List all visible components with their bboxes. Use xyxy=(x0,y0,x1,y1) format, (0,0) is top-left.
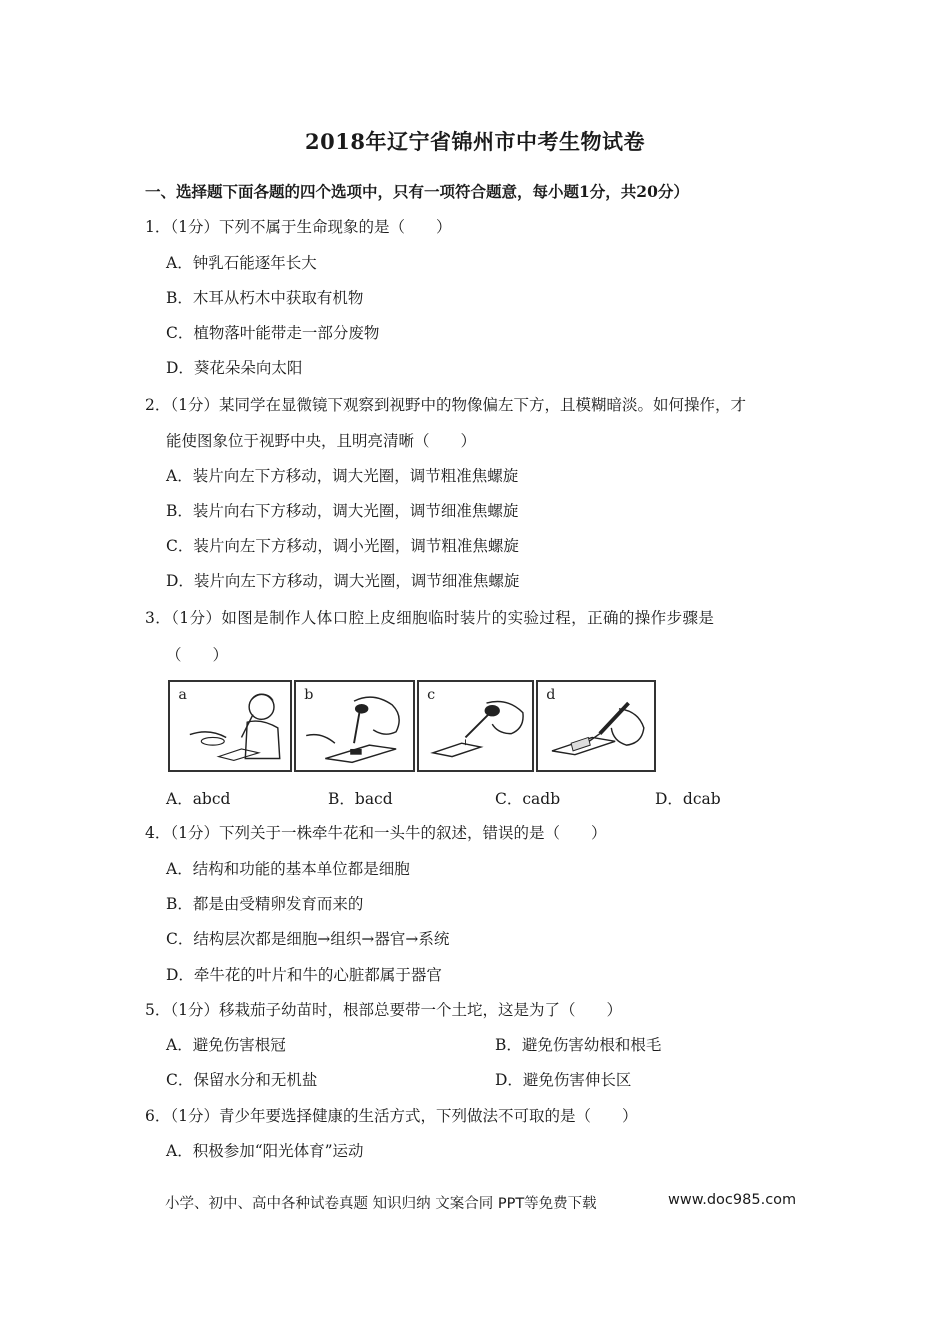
question-2-stem-line2: 能使图象位于视野中央，且明亮清晰（ ） xyxy=(166,432,477,450)
question-2-option-a: A．装片向左下方移动，调大光圈，调节粗准焦螺旋 xyxy=(166,467,519,485)
figure-d-label: d xyxy=(546,687,556,704)
question-5-stem: 5．（1分）移栽茄子幼苗时，根部总要带一个土坨，这是为了（ ） xyxy=(145,1001,622,1019)
figure-b-drawing xyxy=(296,682,413,770)
question-5-option-d: D．避免伤害伸长区 xyxy=(495,1071,632,1089)
section-heading: 一、选择题下面各题的四个选项中，只有一项符合题意，每小题1分，共20分） xyxy=(145,182,689,201)
question-2-option-d: D．装片向左下方移动，调大光圈，调节细准焦螺旋 xyxy=(166,572,520,590)
question-3-stem-line1: 3．（1分）如图是制作人体口腔上皮细胞临时装片的实验过程，正确的操作步骤是 xyxy=(145,609,715,627)
question-5-option-a: A．避免伤害根冠 xyxy=(166,1036,286,1054)
question-5-option-c: C．保留水分和无机盐 xyxy=(166,1071,318,1089)
question-4-option-d: D．牵牛花的叶片和牛的心脏都属于器官 xyxy=(166,966,442,984)
question-3-option-d: D．dcab xyxy=(655,790,721,808)
question-6-option-a: A．积极参加“阳光体育”运动 xyxy=(166,1142,364,1160)
question-3-stem-line2: （ ） xyxy=(166,646,229,664)
footer-website-link[interactable]: www.doc985.com xyxy=(668,1192,797,1208)
question-2-option-c: C．装片向左下方移动，调小光圈，调节粗准焦螺旋 xyxy=(166,537,519,555)
question-1-option-d: D．葵花朵朵向太阳 xyxy=(166,359,303,377)
figure-panel-b xyxy=(294,680,415,772)
figure-b-label: b xyxy=(304,687,314,704)
question-4-option-a: A．结构和功能的基本单位都是细胞 xyxy=(166,860,410,878)
figure-panel-a xyxy=(168,680,292,772)
figure-c-label: c xyxy=(427,687,436,704)
question-5-option-b: B．避免伤害幼根和根毛 xyxy=(495,1036,662,1054)
figure-panel-c xyxy=(417,680,534,772)
question-4-option-c: C．结构层次都是细胞→组织→器官→系统 xyxy=(166,930,450,948)
question-2-option-b: B．装片向右下方移动，调大光圈，调节细准焦螺旋 xyxy=(166,502,519,520)
figure-c-drawing xyxy=(419,682,532,770)
question-2-stem-line1: 2．（1分）某同学在显微镜下观察到视野中的物像偏左下方，且模糊暗淡。如何操作，才 xyxy=(145,396,746,414)
question-3-option-a: A．abcd xyxy=(166,790,231,808)
question-4-stem: 4．（1分）下列关于一株牵牛花和一头牛的叙述，错误的是（ ） xyxy=(145,824,607,842)
question-1-stem: 1．（1分）下列不属于生命现象的是（ ） xyxy=(145,218,452,236)
figure-panel-d xyxy=(536,680,656,772)
footer-promo-text: 小学、初中、高中各种试卷真题 知识归纳 文案合同 PPT等免费下载 xyxy=(165,1196,597,1212)
question-6-stem: 6．（1分）青少年要选择健康的生活方式，下列做法不可取的是（ ） xyxy=(145,1107,638,1125)
question-4-option-b: B．都是由受精卵发育而来的 xyxy=(166,895,364,913)
question-3-option-b: B．bacd xyxy=(328,790,393,808)
question-1-option-c: C．植物落叶能带走一部分废物 xyxy=(166,324,380,342)
page-title: 2018年辽宁省锦州市中考生物试卷 xyxy=(305,129,645,154)
figure-a-drawing xyxy=(170,682,290,770)
figure-a-label: a xyxy=(178,687,187,704)
question-1-option-b: B．木耳从朽木中获取有机物 xyxy=(166,289,364,307)
question-1-option-a: A．钟乳石能逐年长大 xyxy=(166,254,317,272)
figure-d-drawing xyxy=(538,682,654,770)
question-3-option-c: C．cadb xyxy=(495,790,561,808)
